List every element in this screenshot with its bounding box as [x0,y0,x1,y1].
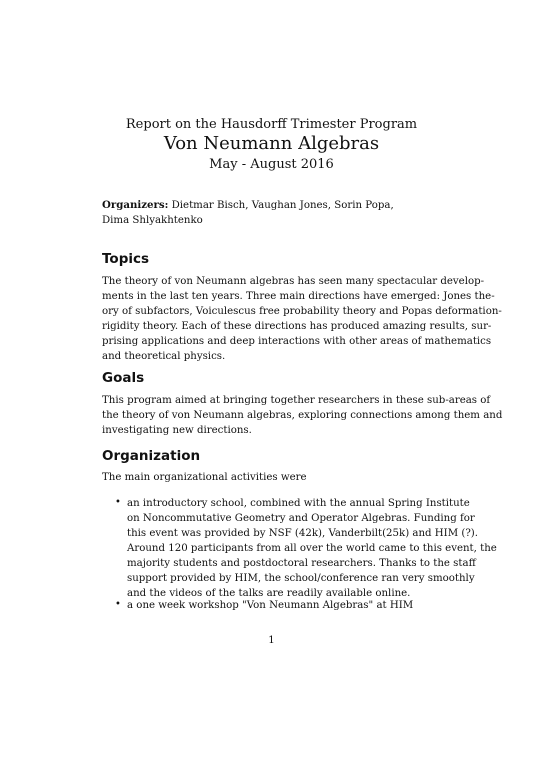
topics-line: ments in the last ten years. Three main directions have emerged: Jones the- [102,291,495,302]
organizers-line-2: Dima Shlyakhtenko [102,215,203,226]
list-item [127,598,458,613]
list-item-line: support provided by HIM, the school/conference ran very smoothly [127,573,475,584]
list-item-line: this event was provided by NSF (42k), Vanderbilt(25k) and HIM (?). [127,528,479,539]
bullet-icon: • [115,497,121,508]
list-item-line: an introductory school, combined with the annual Spring Institute [127,498,470,509]
topics-line: prising applications and deep interactions with other areas of mathematics [102,336,492,347]
list-item-line: Around 120 participants from all over the world came to this event, the [127,543,497,554]
list-item-line: and the videos of the talks are readily available online. [127,588,411,599]
organizers-label: Organizers: [102,199,169,211]
topics-line: The theory of von Neumann algebras has seen many spectacular develop- [102,276,485,287]
bullet-icon: • [115,599,121,610]
goals-line: investigating new directions. [102,425,252,436]
list-item [127,496,497,601]
organizers-line-1: Dietmar Bisch, Vaughan Jones, Sorin Popa, [168,200,394,211]
report-dates: May - August 2016 [209,157,334,172]
organization-intro-line: The main organizational activities were [102,472,307,483]
list-item-line: a one week workshop "Von Neumann Algebras" at HIM [127,600,414,611]
topics-paragraph [102,274,502,364]
organization-intro [102,470,458,485]
goals-heading: Goals [102,370,145,386]
report-subtitle: Report on the Hausdorff Trimester Program [125,117,418,132]
organizers-block [102,198,458,228]
organization-heading: Organization [102,448,201,464]
page-number: 1 [268,635,275,646]
goals-line: This program aimed at bringing together researchers in these sub-areas of [102,395,491,406]
list-item-line: on Noncommutative Geometry and Operator Algebras. Funding for [127,513,475,524]
goals-paragraph [102,393,503,438]
topics-line: ory of subfactors, Voiculescus free probability theory and Popas deformation- [102,306,502,317]
topics-line: rigidity theory. Each of these directions has produced amazing results, sur- [102,321,492,332]
topics-line: and theoretical physics. [102,351,226,362]
report-title: Von Neumann Algebras [163,133,380,154]
goals-line: the theory of von Neumann algebras, exploring connections among them and [102,410,503,421]
list-item-line: majority students and postdoctoral researchers. Thanks to the staff [127,558,476,569]
topics-heading: Topics [102,251,150,267]
